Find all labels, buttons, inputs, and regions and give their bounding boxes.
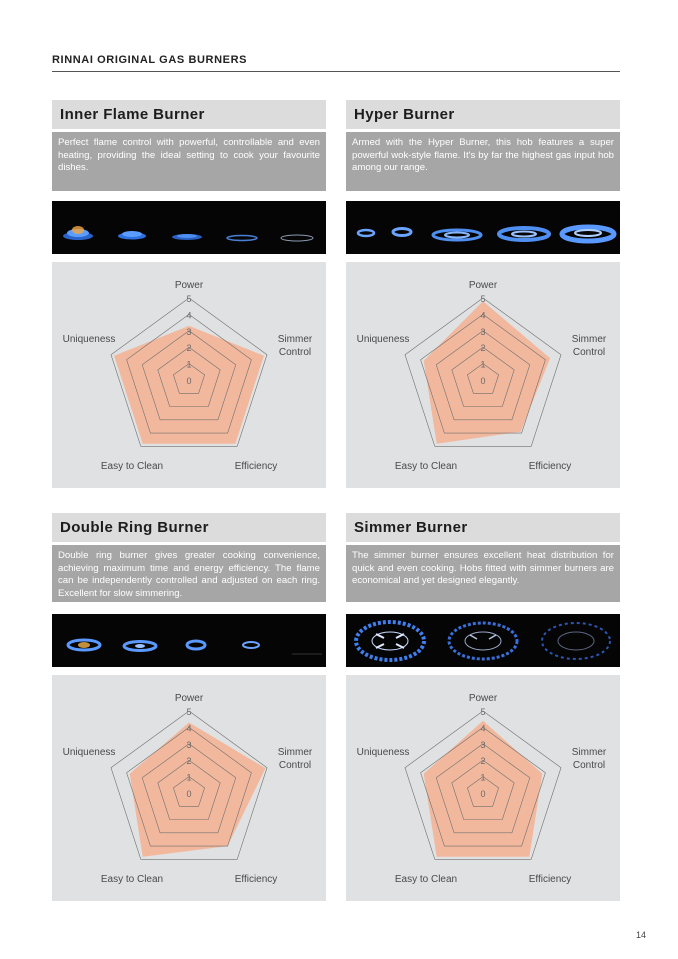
flame-burner-3 xyxy=(433,230,481,240)
radar-tick-label: 0 xyxy=(480,376,486,386)
flame-row-icon xyxy=(52,201,326,254)
radar-tick-label: 2 xyxy=(186,343,192,354)
axis-label-power: Power xyxy=(468,693,498,704)
axis-label-control: Control xyxy=(572,347,606,358)
radar-tick-label: 5 xyxy=(480,707,486,717)
axis-label-uniqueness: Uniqueness xyxy=(356,334,410,345)
page-heading: RINNAI ORIGINAL GAS BURNERS xyxy=(52,54,248,66)
axis-label-easy-to-clean: Easy to Clean xyxy=(100,461,164,472)
radar-tick-label: 4 xyxy=(186,310,192,321)
axis-label-simmer: Simmer xyxy=(277,334,313,345)
flame-burner-2 xyxy=(449,623,517,659)
axis-label-uniqueness: Uniqueness xyxy=(356,747,410,758)
heading-rule xyxy=(52,71,620,72)
radar-tick-label: 0 xyxy=(480,789,486,799)
axis-label-power: Power xyxy=(174,693,204,704)
burner-description: Double ring burner gives greater cooking convenience, achieving maximum time and energy efficiency. The flame can be independently controlled and adjusted on each ring. Excellent for slow simmering. xyxy=(52,545,326,602)
flame-burner-3 xyxy=(172,234,202,240)
flame-burner-1 xyxy=(63,226,93,240)
radar-panel-hyper xyxy=(346,262,620,488)
radar-tick-label: 5 xyxy=(480,294,486,304)
flame-burner-5 xyxy=(562,227,614,241)
flame-burner-4 xyxy=(499,228,549,240)
burner-card-double-ring xyxy=(52,513,326,602)
burner-card-simmer xyxy=(346,513,620,602)
axis-label-control: Control xyxy=(278,760,312,771)
axis-label-efficiency: Efficiency xyxy=(528,874,572,885)
page-number: 14 xyxy=(636,930,647,940)
burner-description: Armed with the Hyper Burner, this hob features a super powerful wok-style flame. It's by far the highest gas input hob among our range. xyxy=(346,132,620,191)
burner-title: Double Ring Burner xyxy=(52,513,326,542)
burner-title: Inner Flame Burner xyxy=(52,100,326,129)
radar-tick-label: 5 xyxy=(186,294,192,304)
flame-burner-2 xyxy=(393,229,411,236)
flame-burner-2 xyxy=(118,231,146,240)
flame-burner-2 xyxy=(124,642,156,651)
flame-burner-5 xyxy=(281,235,313,241)
radar-tick-label: 4 xyxy=(186,723,192,734)
axis-label-easy-to-clean: Easy to Clean xyxy=(100,874,164,885)
radar-tick-label: 0 xyxy=(186,789,192,799)
flame-burner-3 xyxy=(187,641,205,649)
axis-label-control: Control xyxy=(278,347,312,358)
burner-title: Hyper Burner xyxy=(346,100,620,129)
radar-value-area xyxy=(424,301,550,443)
flame-burner-3 xyxy=(542,623,610,659)
flame-ring-icon xyxy=(346,201,620,254)
radar-tick-label: 2 xyxy=(480,343,486,354)
burner-description: The simmer burner ensures excellent heat distribution for quick and even cooking. Hobs fitted with simmer burners are economical and yet designed elegantly. xyxy=(346,545,620,602)
radar-tick-label: 1 xyxy=(186,772,192,783)
axis-label-efficiency: Efficiency xyxy=(234,874,278,885)
burner-card-hyper xyxy=(346,100,620,191)
radar-panel-double-ring xyxy=(52,675,326,901)
radar-tick-label: 3 xyxy=(480,326,486,337)
axis-label-uniqueness: Uniqueness xyxy=(62,747,116,758)
burner-description: Perfect flame control with powerful, controllable and even heating, providing the ideal setting to cook your favourite dishes. xyxy=(52,132,326,191)
axis-label-efficiency: Efficiency xyxy=(234,461,278,472)
axis-label-efficiency: Efficiency xyxy=(528,461,572,472)
radar-tick-label: 1 xyxy=(186,359,192,370)
flame-burner-1 xyxy=(68,640,100,650)
flame-burner-1 xyxy=(356,622,424,660)
radar-panel-inner-flame xyxy=(52,262,326,488)
radar-tick-label: 2 xyxy=(186,756,192,767)
flame-burner-1 xyxy=(358,230,374,236)
radar-tick-label: 4 xyxy=(480,723,486,734)
radar-tick-label: 0 xyxy=(186,376,192,386)
axis-label-power: Power xyxy=(468,280,498,291)
axis-label-easy-to-clean: Easy to Clean xyxy=(394,461,458,472)
burner-card-inner-flame xyxy=(52,100,326,191)
axis-label-simmer: Simmer xyxy=(277,747,313,758)
radar-tick-label: 4 xyxy=(480,310,486,321)
axis-label-uniqueness: Uniqueness xyxy=(62,334,116,345)
radar-tick-label: 3 xyxy=(186,739,192,750)
axis-label-easy-to-clean: Easy to Clean xyxy=(394,874,458,885)
axis-label-control: Control xyxy=(572,760,606,771)
flame-burner-4 xyxy=(243,642,259,648)
radar-panel-simmer xyxy=(346,675,620,901)
radar-tick-label: 3 xyxy=(480,739,486,750)
simmer-flame-icon xyxy=(346,614,620,667)
axis-label-power: Power xyxy=(174,280,204,291)
radar-tick-label: 1 xyxy=(480,359,486,370)
double-ring-flame-icon xyxy=(52,614,326,667)
burner-title: Simmer Burner xyxy=(346,513,620,542)
radar-tick-label: 5 xyxy=(186,707,192,717)
radar-tick-label: 2 xyxy=(480,756,486,767)
radar-tick-label: 1 xyxy=(480,772,486,783)
radar-tick-label: 3 xyxy=(186,326,192,337)
radar-value-area xyxy=(130,723,266,857)
axis-label-simmer: Simmer xyxy=(571,747,607,758)
axis-label-simmer: Simmer xyxy=(571,334,607,345)
flame-burner-4 xyxy=(227,236,257,241)
